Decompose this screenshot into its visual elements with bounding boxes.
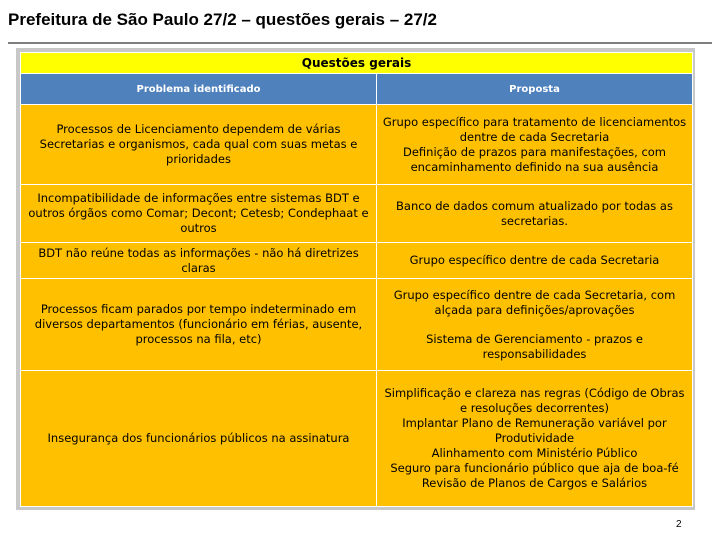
proposal-item: Revisão de Planos de Cargos e Salários xyxy=(421,476,648,490)
table-row xyxy=(21,185,693,243)
problem-cell: Processos ficam parados por tempo indeterminado em diversos departamentos (funcionário em férias, ausente, processos na fila, etc) xyxy=(21,279,377,371)
title-divider xyxy=(8,42,712,44)
proposal-cell xyxy=(377,371,693,507)
table-row xyxy=(21,371,693,507)
problem-cell: BDT não reúne todas as informações - não há diretrizes claras xyxy=(21,243,377,279)
proposal-item: Grupo específico dentre de cada Secretaria, com alçada para definições/aprovações xyxy=(393,287,676,317)
problem-cell: Insegurança dos funcionários públicos na assinatura xyxy=(21,371,377,507)
page-number: 2 xyxy=(676,519,682,530)
problem-cell: Processos de Licenciamento dependem de várias Secretarias e organismos, cada qual com suas metas e prioridades xyxy=(21,105,377,185)
column-header-proposal: Proposta xyxy=(377,74,693,105)
issues-table xyxy=(20,52,693,507)
proposal-cell xyxy=(377,279,693,371)
problem-cell: Incompatibilidade de informações entre sistemas BDT e outros órgãos como Comar; Decont; Cetesb; Condephaat e outros xyxy=(21,185,377,243)
table-row xyxy=(21,243,693,279)
slide-title: Prefeitura de São Paulo 27/2 – questões gerais – 27/2 xyxy=(8,10,437,29)
proposal-cell: Banco de dados comum atualizado por todas as secretarias. xyxy=(377,185,693,243)
proposal-item: Implantar Plano de Remuneração variável por Produtividade xyxy=(402,416,667,445)
column-header-problem: Problema identificado xyxy=(21,74,377,105)
proposal-item: Definição de prazos para manifestações, com encaminhamento definido na sua ausência xyxy=(402,144,667,174)
proposal-item: Sistema de Gerenciamento - prazos e responsabilidades xyxy=(426,331,643,361)
proposal-item: Seguro para funcionário público que aja de boa-fé xyxy=(390,461,679,475)
proposal-cell: Grupo específico dentre de cada Secretaria xyxy=(377,243,693,279)
proposal-item: Simplificação e clareza nas regras (Código de Obras e resoluções decorrentes) xyxy=(384,386,685,415)
table-row xyxy=(21,279,693,371)
proposal-cell xyxy=(377,105,693,185)
proposal-item: Alinhamento com Ministério Público xyxy=(431,446,638,460)
proposal-item: Grupo específico para tratamento de licenciamentos dentre de cada Secretaria xyxy=(382,114,687,144)
table-title: Questões gerais xyxy=(21,53,693,74)
table-row xyxy=(21,105,693,185)
